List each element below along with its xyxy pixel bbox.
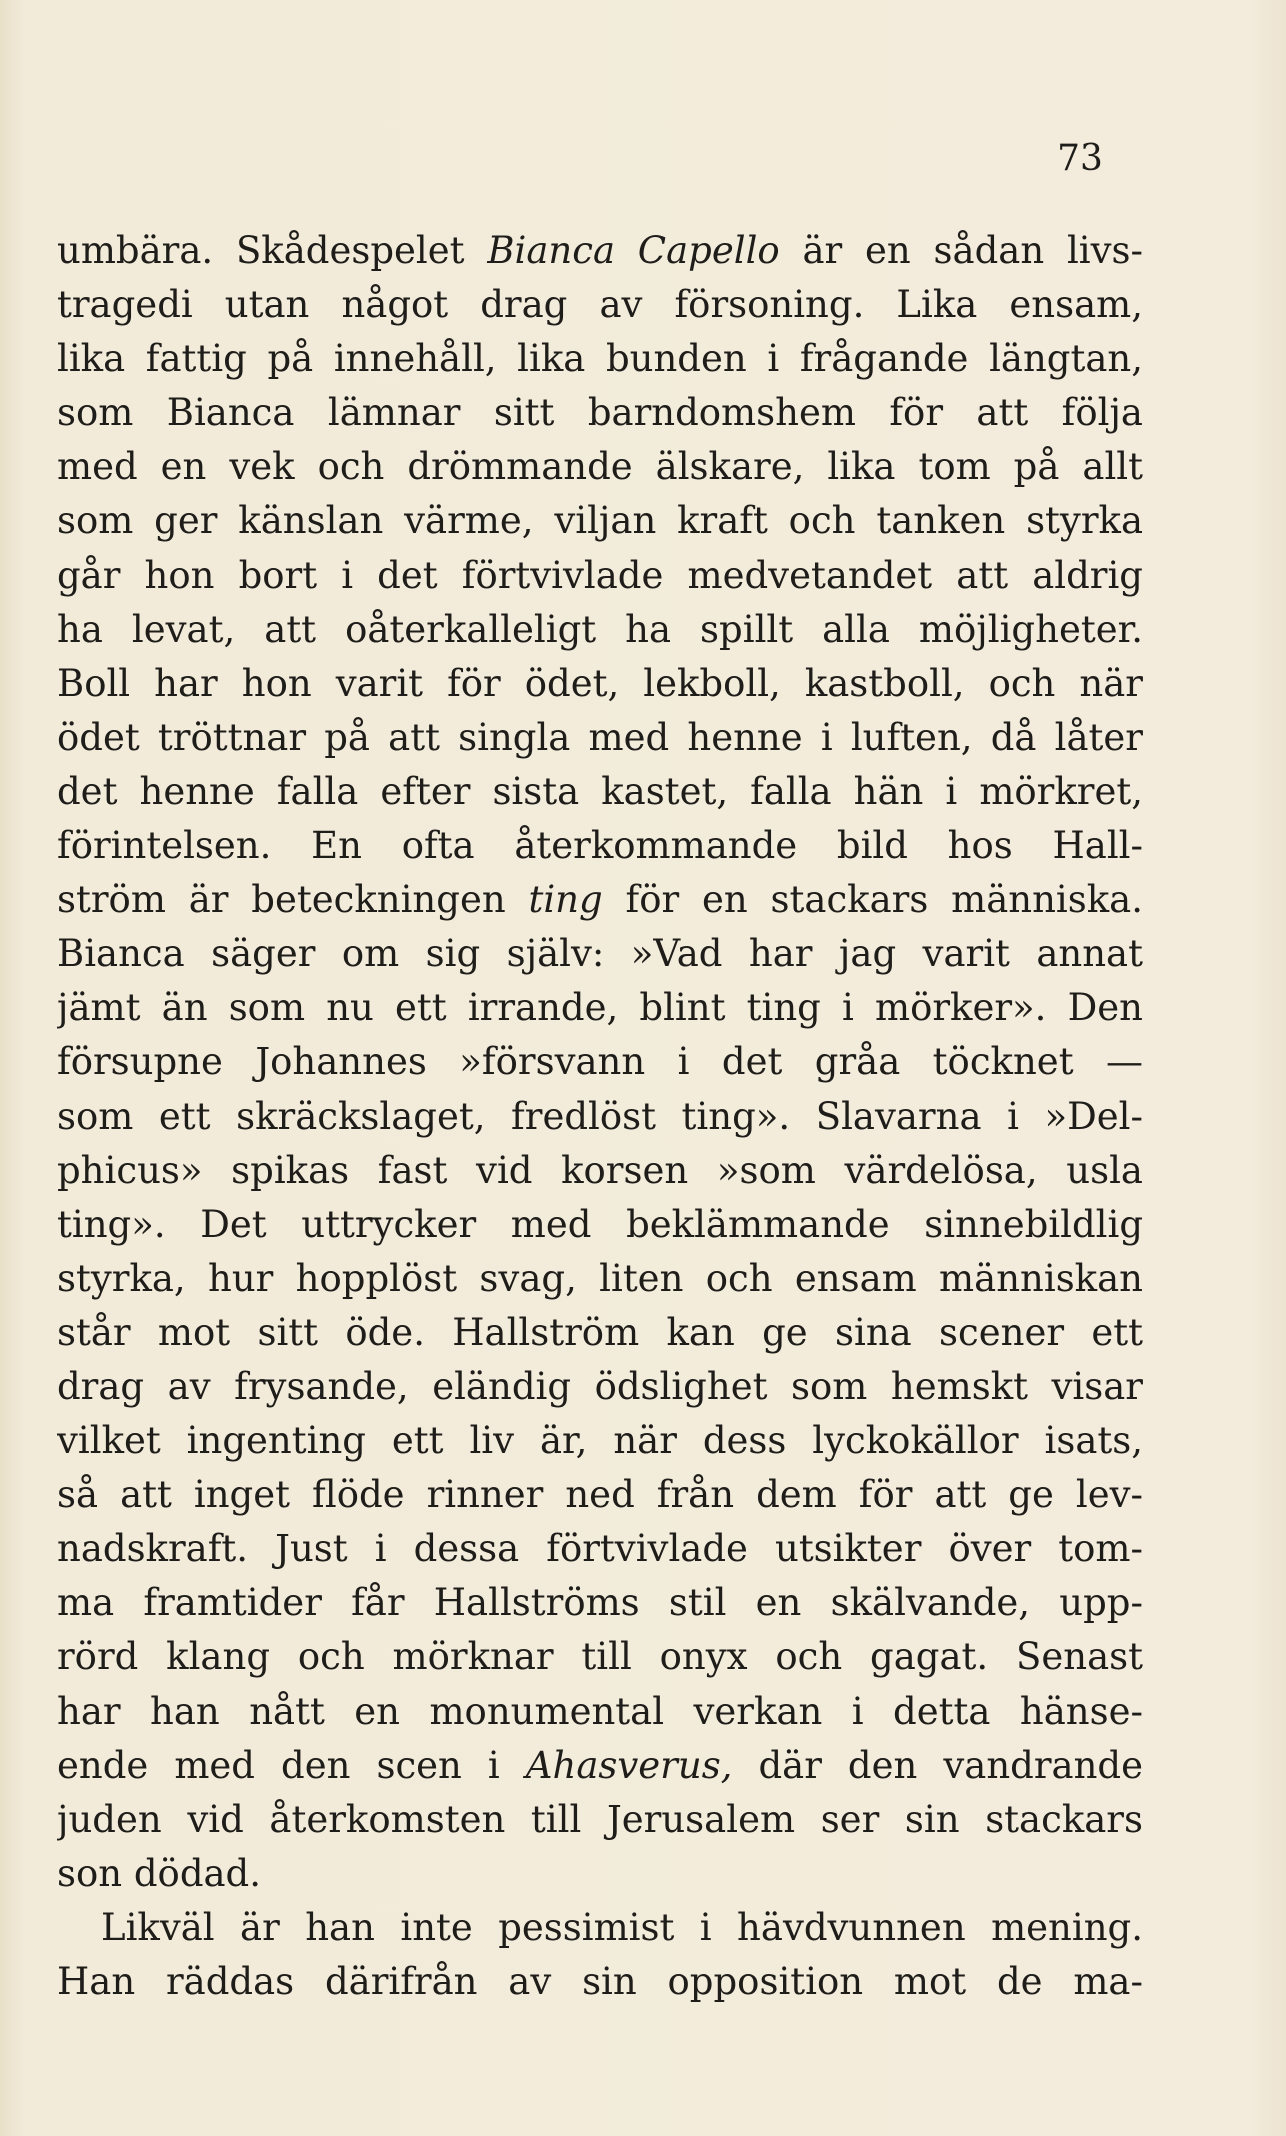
text-line xyxy=(57,1685,1143,1739)
text-run: som Bianca lämnar sitt barndomshem för att följa xyxy=(57,391,1143,435)
text-line xyxy=(57,386,1143,440)
text-line xyxy=(57,1035,1143,1089)
page-number: 73 xyxy=(1057,138,1103,179)
text-run: Boll har hon varit för ödet, lekboll, kastboll, och när xyxy=(57,661,1143,705)
text-line xyxy=(57,1955,1143,2009)
text-line xyxy=(57,1739,1143,1793)
text-line xyxy=(57,1630,1143,1684)
text-run: det henne falla efter sista kastet, falla hän i mörkret, xyxy=(57,769,1143,813)
text-line xyxy=(57,711,1143,765)
text-run: ende med den scen i xyxy=(57,1743,526,1787)
text-line xyxy=(57,1901,1143,1955)
text-line xyxy=(57,765,1143,819)
text-run: som ett skräckslaget, fredlöst ting». Slavarna i »Del- xyxy=(57,1094,1143,1138)
italic-title: Bianca Capello xyxy=(487,229,780,272)
text-line xyxy=(57,1090,1143,1144)
text-run: ting». Det uttrycker med beklämmande sinnebildlig xyxy=(57,1202,1143,1246)
text-run: med en vek och drömmande älskare, lika tom på allt xyxy=(57,445,1143,489)
text-run: Likväl är han inte pessimist i hävdvunnen mening. xyxy=(101,1905,1143,1949)
text-line xyxy=(57,224,1143,278)
text-run: så att inget flöde rinner ned från dem för att ge lev- xyxy=(57,1473,1143,1517)
text-run: står mot sitt öde. Hallström kan ge sina scener ett xyxy=(57,1310,1143,1354)
text-line xyxy=(57,494,1143,548)
text-run: rörd klang och mörknar till onyx och gagat. Senast xyxy=(57,1635,1143,1679)
text-line xyxy=(57,603,1143,657)
text-line xyxy=(57,1522,1143,1576)
text-line xyxy=(57,1414,1143,1468)
text-run: son dödad. xyxy=(57,1851,262,1895)
text-run: vilket ingenting ett liv är, när dess lyckokällor isats, xyxy=(57,1419,1143,1463)
text-line xyxy=(57,1360,1143,1414)
text-line xyxy=(57,873,1143,927)
text-line xyxy=(57,981,1143,1035)
text-line xyxy=(57,1847,1143,1901)
text-run: förintelsen. En ofta återkommande bild hos Hall- xyxy=(57,824,1143,868)
paragraph xyxy=(57,1901,1143,2009)
text-run: ström är beteckningen xyxy=(57,878,529,922)
text-line xyxy=(57,332,1143,386)
text-line xyxy=(57,1252,1143,1306)
italic-title: ting xyxy=(528,878,603,922)
paragraph xyxy=(57,224,1143,1901)
text-run: går hon bort i det förtvivlade medvetandet att aldrig xyxy=(57,553,1143,597)
text-line xyxy=(57,1306,1143,1360)
text-line xyxy=(57,1468,1143,1522)
text-line xyxy=(57,819,1143,873)
text-run: phicus» spikas fast vid korsen »som värdelösa, usla xyxy=(57,1148,1143,1192)
text-run: styrka, hur hopplöst svag, liten och ensam människan xyxy=(57,1256,1143,1300)
text-line xyxy=(57,657,1143,711)
text-line xyxy=(57,1198,1143,1252)
text-run: ha levat, att oåterkalleligt ha spillt alla möjligheter. xyxy=(57,607,1143,651)
text-run: ma framtider får Hallströms stil en skälvande, upp- xyxy=(57,1581,1143,1625)
text-run: som ger känslan värme, viljan kraft och tanken styrka xyxy=(57,499,1143,543)
text-run: ödet tröttnar på att singla med henne i luften, då låter xyxy=(57,715,1143,759)
text-line xyxy=(57,1144,1143,1198)
text-line xyxy=(57,278,1143,332)
text-line xyxy=(57,549,1143,603)
text-run: jämt än som nu ett irrande, blint ting i mörker». Den xyxy=(57,986,1143,1030)
text-run: Bianca säger om sig själv: »Vad har jag varit annat xyxy=(57,932,1143,976)
text-run: drag av frysande, eländig ödslighet som hemskt visar xyxy=(57,1364,1143,1408)
text-line xyxy=(57,440,1143,494)
text-run: där den vandrande xyxy=(732,1743,1143,1787)
text-run: umbära. Skådespelet xyxy=(57,229,488,272)
body-text xyxy=(57,224,1143,2009)
text-line xyxy=(57,1576,1143,1630)
text-run: tragedi utan något drag av försoning. Lika ensam, xyxy=(57,283,1143,327)
text-run: juden vid återkomsten till Jerusalem ser sin stackars xyxy=(57,1797,1143,1841)
text-run: är en sådan livs- xyxy=(779,229,1143,272)
text-run: lika fattig på innehåll, lika bunden i frågande längtan, xyxy=(57,337,1143,381)
text-line xyxy=(57,927,1143,981)
italic-title: Ahasverus, xyxy=(525,1743,733,1787)
text-run: nadskraft. Just i dessa förtvivlade utsikter över tom- xyxy=(57,1527,1143,1571)
text-run: för en stackars människa. xyxy=(602,878,1143,922)
text-line xyxy=(57,1793,1143,1847)
text-run: Han räddas därifrån av sin opposition mot de ma- xyxy=(57,1960,1143,2003)
text-run: försupne Johannes »försvann i det gråa töcknet — xyxy=(57,1040,1143,1084)
text-run: har han nått en monumental verkan i detta hänse- xyxy=(57,1689,1143,1733)
